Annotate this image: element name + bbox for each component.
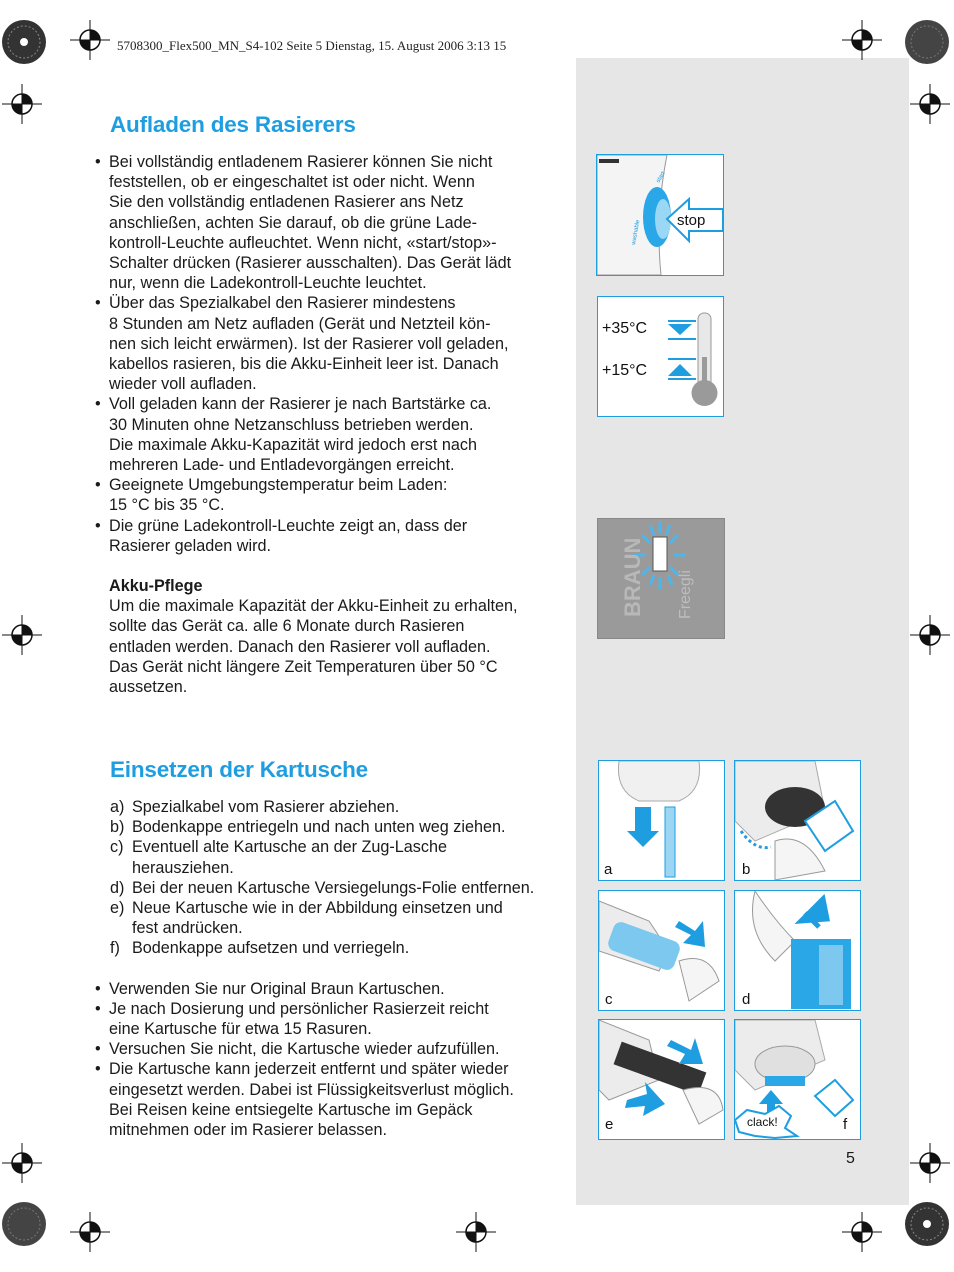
step-item	[90, 817, 570, 837]
figure-step-b	[734, 760, 861, 881]
bullet-item	[90, 999, 570, 1039]
akku-care-paragraph	[90, 596, 570, 697]
cartridge-text	[90, 797, 570, 1140]
text-line: feststellen, ob er eingeschaltet ist oder nicht. Wenn	[109, 173, 475, 192]
text-line: Bei vollständig entladenem Rasierer können Sie nicht	[109, 153, 493, 171]
bullet-item	[90, 293, 570, 394]
step-item	[90, 797, 570, 817]
bullet-item	[90, 152, 570, 293]
bullet-item	[90, 979, 570, 999]
step-item	[90, 878, 570, 898]
arrow-icon	[675, 921, 705, 947]
bullet-icon: •	[95, 395, 101, 414]
text-line: wieder voll aufladen.	[109, 375, 257, 394]
figure-step-e	[598, 1019, 725, 1140]
text-line: mitnehmen oder im Rasierer belassen.	[109, 1121, 388, 1140]
text-line: Geeignete Umgebungstemperatur beim Laden:	[109, 476, 448, 495]
text-line: kabellos rasieren, bis die Akku-Einheit leer ist. Danach	[109, 355, 499, 374]
bullet-item	[90, 475, 570, 515]
cartridge-bullet-list	[90, 979, 570, 1141]
figure-step-c	[598, 890, 725, 1011]
text-line: aussetzen.	[109, 678, 188, 697]
step-label: a)	[110, 798, 125, 816]
figure-label-a: a	[604, 861, 613, 878]
registration-mark-icon	[2, 615, 42, 655]
bullet-icon: •	[95, 979, 101, 998]
step-item	[90, 837, 570, 877]
text-line: Verwenden Sie nur Original Braun Kartuschen.	[109, 979, 445, 998]
figure-label-c: c	[605, 991, 613, 1008]
figure-step-d	[734, 890, 861, 1011]
step-label: b)	[110, 818, 125, 837]
step-label: c)	[110, 838, 124, 857]
text-line: Versuchen Sie nicht, die Kartusche wieder aufzufüllen.	[109, 1040, 500, 1059]
figure-stop-switch	[596, 154, 724, 276]
text-line: 30 Minuten ohne Netzanschluss betrieben werden.	[109, 415, 474, 434]
text-line: Spezialkabel vom Rasierer abziehen.	[132, 798, 400, 816]
text-line: Schalter drücken (Rasierer ausschalten). Das Gerät lädt	[109, 254, 512, 273]
registration-mark-icon	[70, 20, 110, 60]
text-line: kontroll-Leuchte aufleuchtet. Wenn nicht, «start/stop»-	[109, 233, 497, 252]
bullet-item	[90, 516, 570, 556]
figure-label-d: d	[742, 991, 751, 1008]
figure-label-e: e	[605, 1116, 614, 1133]
starburst-mark-icon	[0, 18, 48, 66]
text-line: 15 °C bis 35 °C.	[109, 496, 225, 515]
figure-step-f	[734, 1019, 861, 1140]
step-label: d)	[110, 878, 125, 897]
registration-mark-icon	[842, 20, 882, 60]
bullet-icon: •	[95, 999, 101, 1018]
text-line: 8 Stunden am Netz aufladen (Gerät und Netzteil kön-	[109, 314, 491, 333]
bullet-icon: •	[95, 1040, 101, 1059]
starburst-mark-icon	[0, 1200, 48, 1248]
starburst-mark-icon	[903, 1200, 951, 1248]
text-line: anschließen, achten Sie darauf, ob die grüne Lade-	[109, 213, 478, 232]
bullet-icon: •	[95, 294, 101, 313]
text-line: Bodenkappe aufsetzen und verriegeln.	[132, 939, 410, 958]
charging-text	[90, 152, 570, 697]
section-title-charging: Aufladen des Rasierers	[110, 112, 356, 137]
registration-mark-icon	[456, 1212, 496, 1252]
text-line: entladen werden. Danach den Rasierer voll aufladen.	[109, 637, 491, 656]
step-item	[90, 938, 570, 958]
text-line: Neue Kartusche wie in der Abbildung einsetzen und	[132, 899, 503, 918]
starburst-mark-icon	[903, 18, 951, 66]
text-line: Bei der neuen Kartusche Versiegelungs-Folie entfernen.	[132, 878, 535, 897]
text-line: Sie den vollständig entladenen Rasierer ans Netz	[109, 193, 464, 212]
registration-mark-icon	[910, 84, 950, 124]
text-line: Die maximale Akku-Kapazität wird jedoch erst nach	[109, 435, 477, 454]
text-line: Die Kartusche kann jederzeit entfernt und später wieder	[109, 1060, 509, 1079]
step-label: e)	[110, 899, 125, 918]
shaver-switch-illustration	[597, 155, 723, 275]
bullet-item	[90, 1059, 570, 1140]
clack-label: clack!	[747, 1115, 778, 1129]
print-header: 5708300_Flex500_MN_S4-102 Seite 5 Dienstag, 15. August 2006 3:13 15	[117, 38, 507, 53]
bullet-icon: •	[95, 476, 101, 495]
arrow-icon	[667, 1038, 703, 1064]
text-line: mehreren Lade- und Entladevorgängen erreicht.	[109, 456, 455, 475]
text-line: nen sich leicht erwärmen). Ist der Rasierer voll geladen,	[109, 334, 509, 353]
text-line: Rasierer geladen wird.	[109, 536, 271, 555]
text-line: Die grüne Ladekontroll-Leuchte zeigt an, dass der	[109, 516, 468, 535]
temp-high-label: +35°C	[602, 320, 648, 337]
figure-label-f: f	[843, 1116, 848, 1133]
arrow-down-icon	[668, 324, 692, 335]
figure-label-b: b	[742, 861, 751, 878]
bullet-item	[90, 1039, 570, 1059]
stop-label: stop	[677, 212, 706, 229]
text-line: nur, wenn die Ladekontroll-Leuchte leuchtet.	[109, 274, 427, 293]
start-label: start	[655, 170, 667, 184]
arrow-down-icon	[627, 807, 659, 847]
registration-mark-icon	[2, 84, 42, 124]
arrow-up-icon	[668, 364, 692, 376]
arrow-up-right-icon	[801, 899, 827, 927]
thermometer-illustration	[598, 297, 723, 416]
text-line: fest andrücken.	[132, 919, 243, 938]
text-line: Bodenkappe entriegeln und nach unten weg ziehen.	[132, 818, 506, 837]
text-line: Eventuell alte Kartusche an der Zug-Lasche	[132, 838, 447, 857]
figure-charging-light	[597, 518, 725, 639]
bullet-icon: •	[95, 1060, 101, 1079]
text-line: Bei Reisen keine entsiegelte Kartusche im Gepäck	[109, 1100, 473, 1119]
text-line: Um die maximale Kapazität der Akku-Einheit zu erhalten,	[109, 597, 518, 616]
bullet-item	[90, 394, 570, 475]
charging-bullet-list	[90, 152, 570, 556]
registration-mark-icon	[910, 615, 950, 655]
cartridge-step-list	[90, 797, 570, 959]
registration-mark-icon	[910, 1143, 950, 1183]
akku-care-title: Akku-Pflege	[109, 577, 203, 596]
registration-mark-icon	[70, 1212, 110, 1252]
charging-light-illustration	[598, 519, 724, 638]
text-line: Voll geladen kann der Rasierer je nach Bartstärke ca.	[109, 395, 492, 414]
text-line: eine Kartusche für etwa 15 Rasuren.	[109, 1020, 372, 1039]
text-line: herausziehen.	[132, 858, 234, 877]
bullet-icon: •	[95, 516, 101, 535]
brand-logo: BRAUN	[620, 537, 645, 617]
registration-mark-icon	[2, 1143, 42, 1183]
registration-mark-icon	[842, 1212, 882, 1252]
temp-low-label: +15°C	[602, 362, 648, 379]
step-item	[90, 898, 570, 938]
page-number: 5	[846, 1150, 855, 1167]
figure-step-a	[598, 760, 725, 881]
text-line: sollte das Gerät ca. alle 6 Monate durch Rasieren	[109, 617, 465, 636]
bullet-icon: •	[95, 153, 101, 171]
section-title-cartridge: Einsetzen der Kartusche	[110, 757, 368, 782]
text-line: Das Gerät nicht längere Zeit Temperaturen über 50 °C	[109, 657, 498, 676]
freeglide-label: Freegli	[677, 570, 694, 619]
washable-label: washable	[631, 219, 642, 246]
text-line: Je nach Dosierung und persönlicher Rasierzeit reicht	[109, 999, 489, 1018]
figure-temperature	[597, 296, 724, 417]
step-label: f)	[110, 939, 120, 958]
text-line: eingesetzt werden. Dabei ist Flüssigkeitsverlust möglich.	[109, 1080, 514, 1099]
text-line: Über das Spezialkabel den Rasierer mindestens	[109, 294, 456, 313]
